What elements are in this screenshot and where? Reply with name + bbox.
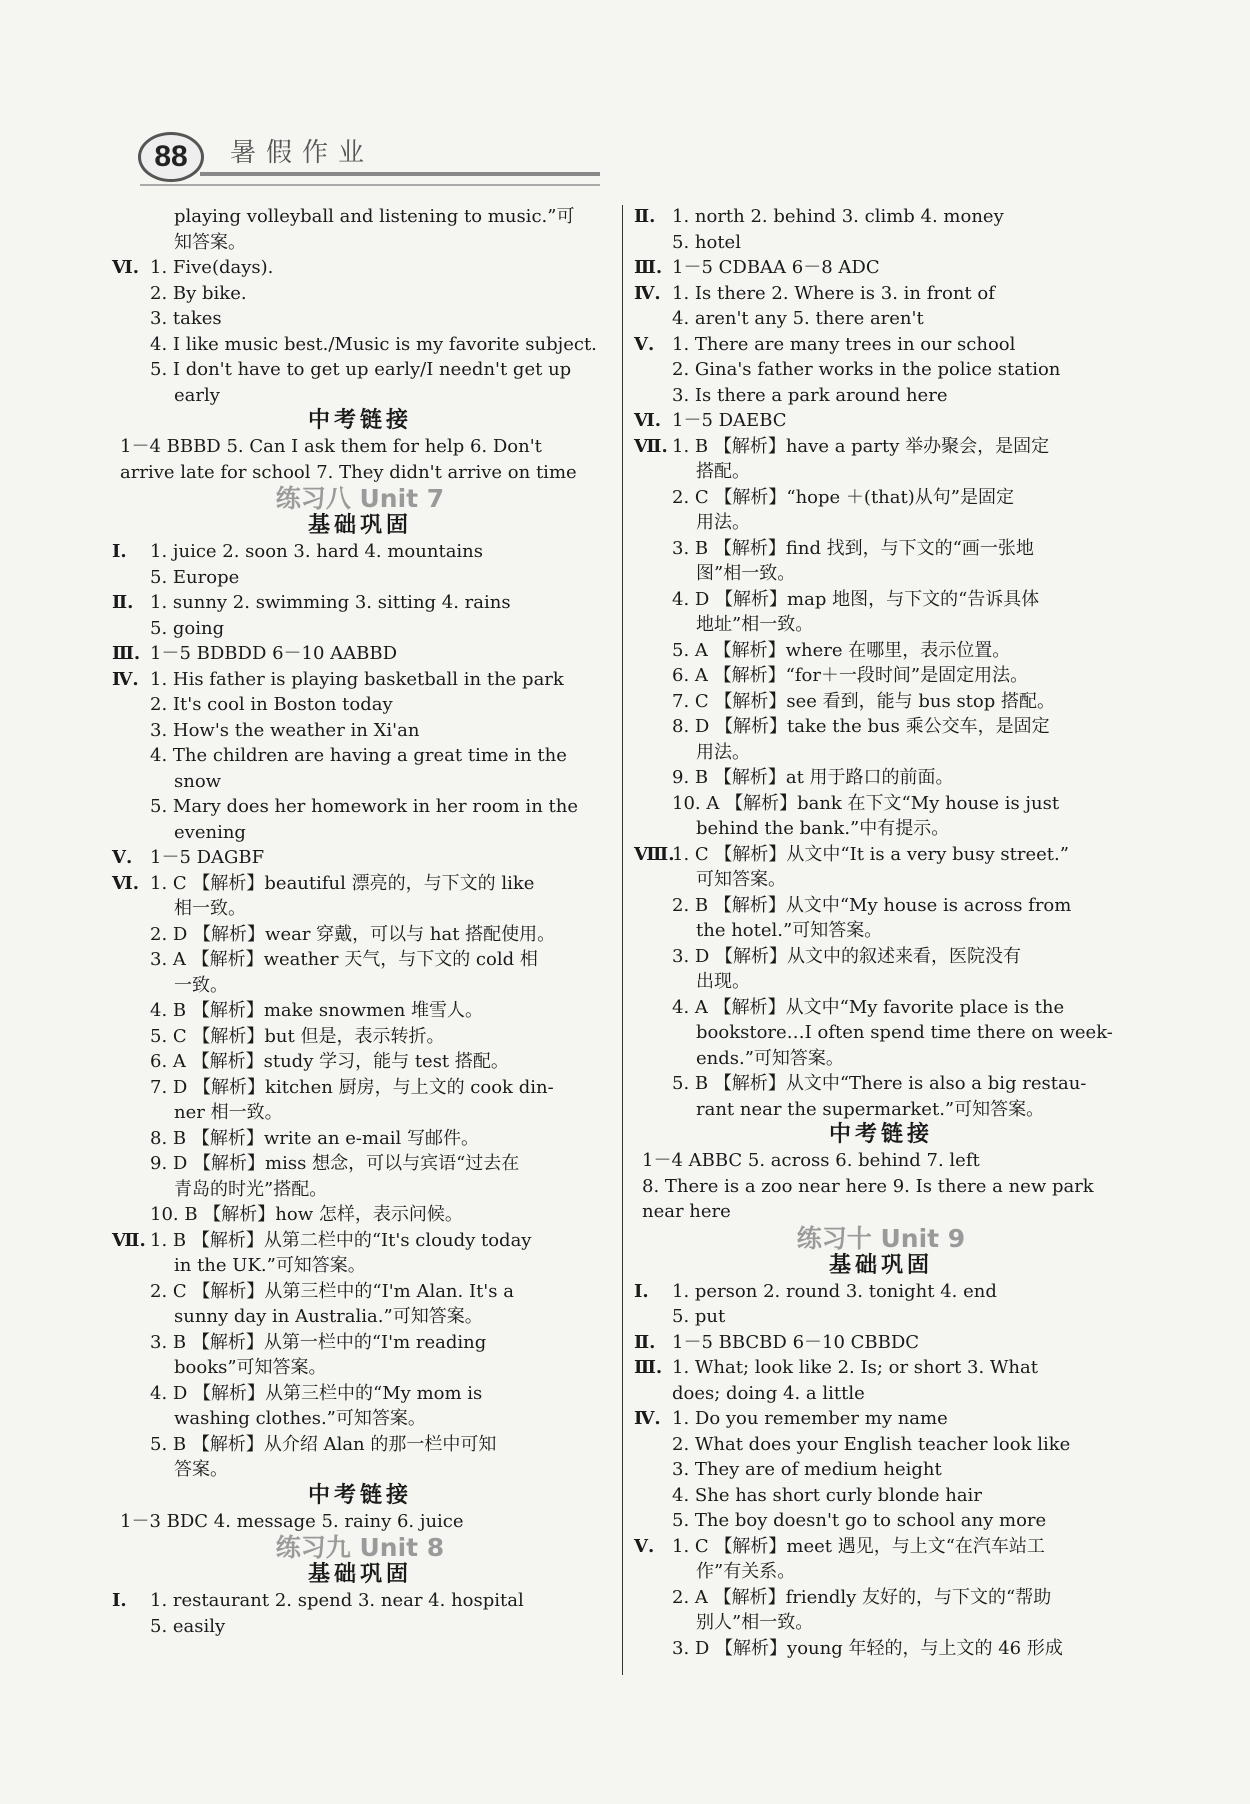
roman-numeral-marker: Ⅷ. [634, 843, 675, 865]
answer-text: 图”相一致。 [696, 563, 796, 584]
answer-text: 1－5 DAEBC [672, 410, 787, 431]
answer-text: 3. takes [150, 308, 222, 329]
answer-text: washing clothes.”可知答案。 [174, 1408, 426, 1429]
answer-line [112, 539, 600, 565]
answer-line [642, 663, 1120, 689]
roman-numeral-marker: Ⅳ. [112, 668, 139, 690]
answer-line [120, 1253, 600, 1279]
answer-text: the hotel.”可知答案。 [696, 920, 883, 941]
answer-text: 1－5 BDBDD 6－10 AABBD [150, 643, 398, 664]
answer-text: 5. I don't have to get up early/I needn't get up [150, 359, 572, 380]
answer-text: ner 相一致。 [174, 1102, 283, 1123]
roman-numeral-marker: Ⅰ. [634, 1280, 649, 1302]
answer-line [642, 1508, 1120, 1534]
answer-text: 相一致。 [174, 898, 246, 919]
answer-text: 5. The boy doesn't go to school any more [672, 1510, 1047, 1531]
answer-line [634, 842, 1120, 868]
answer-text: 1. Five(days). [150, 257, 274, 278]
answer-line [112, 845, 600, 871]
roman-numeral-marker: Ⅰ. [112, 541, 127, 562]
answer-text: 1. His father is playing basketball in the park [150, 668, 564, 690]
answer-line [120, 718, 600, 744]
answer-line [642, 1199, 1120, 1225]
answer-line [120, 1330, 600, 1356]
answer-text: 出现。 [696, 971, 750, 992]
answer-text: 4. A 【解析】从文中“My favorite place is the [672, 996, 1065, 1018]
answer-line [642, 740, 1120, 766]
roman-numeral-marker: Ⅲ. [634, 1357, 663, 1378]
answer-text: 3. B 【解析】从第一栏中的“I'm reading [150, 1331, 487, 1353]
answer-text: 8. B 【解析】write an e-mail 写邮件。 [150, 1127, 480, 1149]
answer-text: 2. C 【解析】“hope ＋(that)从句”是固定 [672, 486, 1014, 508]
answer-text: 2. By bike. [150, 282, 247, 304]
answer-line [112, 1588, 600, 1614]
answer-line [120, 230, 600, 256]
answer-line [120, 1304, 600, 1330]
answer-line [642, 1304, 1120, 1330]
answer-text: 4. I like music best./Music is my favorite subject. [150, 333, 597, 355]
answer-text: 作”有关系。 [696, 1561, 796, 1582]
answer-line [642, 918, 1120, 944]
answer-text: 5. C 【解析】but 但是，表示转折。 [150, 1025, 445, 1047]
answer-line [634, 408, 1120, 434]
answer-text: 1. B 【解析】have a party 举办聚会，是固定 [672, 435, 1050, 457]
answer-text: 2. D 【解析】wear 穿戴，可以与 hat 搭配使用。 [150, 923, 556, 945]
answer-text: 5. hotel [672, 231, 741, 253]
answer-line [642, 536, 1120, 562]
answer-line [120, 1202, 600, 1228]
answer-text: 5. B 【解析】从介绍 Alan 的那一栏中可知 [150, 1433, 497, 1455]
header-rule-secondary [140, 184, 600, 186]
answer-line [120, 947, 600, 973]
answer-text: 2. It's cool in Boston today [150, 694, 393, 715]
answer-text: 1. C 【解析】meet 遇见，与上文“在汽车站工 [672, 1535, 1045, 1557]
answer-text: 8. There is a zoo near here 9. Is there a new park [642, 1175, 1094, 1197]
answer-text: 2. Gina's father works in the police station [672, 359, 1061, 380]
answer-line [642, 765, 1120, 791]
answer-text: in the UK.”可知答案。 [174, 1255, 366, 1276]
unit-title: 练习八 Unit 7 [275, 484, 445, 513]
column-divider [622, 205, 623, 1675]
answer-line [120, 383, 600, 409]
answer-text: 搭配。 [696, 461, 750, 482]
answer-text: ends.”可知答案。 [696, 1047, 844, 1069]
answer-text: 1. Do you remember my name [672, 1408, 948, 1429]
roman-numeral-marker: Ⅰ. [112, 1590, 127, 1611]
answer-text: 2. B 【解析】从文中“My house is across from [672, 894, 1072, 916]
answer-line [642, 485, 1120, 511]
answer-line [642, 587, 1120, 613]
answer-text: 1－5 BBCBD 6－10 CBBDC [672, 1331, 920, 1353]
answer-text: 3. B 【解析】find 找到，与下文的“画一张地 [672, 537, 1034, 559]
answer-line [120, 204, 600, 230]
answer-line [120, 998, 600, 1024]
answer-line [634, 1355, 1120, 1381]
answer-line [634, 1279, 1120, 1305]
answer-text: 6. A 【解析】“for＋一段时间”是固定用法。 [672, 665, 1029, 686]
answer-text: books”可知答案。 [174, 1357, 327, 1378]
answer-line [642, 893, 1120, 919]
answer-line [642, 1636, 1120, 1662]
answer-text: 一致。 [174, 974, 228, 996]
answer-line [120, 460, 600, 486]
answer-text: behind the bank.”中有提示。 [696, 818, 950, 839]
answer-line [120, 1406, 600, 1432]
answer-text: 1－5 CDBAA 6－8 ADC [672, 257, 880, 278]
answer-text: 9. D 【解析】miss 想念，可以与宾语“过去在 [150, 1153, 520, 1174]
answer-line [642, 1559, 1120, 1585]
answer-text: 可知答案。 [696, 869, 786, 890]
answer-line [634, 434, 1120, 460]
right-column [634, 204, 1120, 1661]
answer-line [112, 667, 600, 693]
answer-line [642, 995, 1120, 1021]
answer-text: 2. What does your English teacher look like [672, 1433, 1071, 1455]
answer-line [642, 969, 1120, 995]
answer-text: near here [642, 1201, 731, 1222]
answer-text: evening [174, 821, 246, 843]
answer-line [642, 1148, 1120, 1174]
answer-text: 1. restaurant 2. spend 3. near 4. hospital [150, 1590, 524, 1611]
answer-line [120, 794, 600, 820]
answer-line [112, 641, 600, 667]
answer-line [120, 357, 600, 383]
answer-line [642, 510, 1120, 536]
answer-line [634, 1406, 1120, 1432]
answer-text: 1. juice 2. soon 3. hard 4. mountains [150, 541, 484, 562]
answer-text: 答案。 [174, 1459, 228, 1480]
answer-line [642, 561, 1120, 587]
answer-text: 1. sunny 2. swimming 3. sitting 4. rains [150, 592, 511, 613]
answer-text: playing volleyball and listening to music.”可 [174, 206, 575, 227]
answer-line [120, 1432, 600, 1458]
answer-line [120, 769, 600, 795]
section-heading: 中考链接 [307, 408, 412, 433]
answer-line [642, 383, 1120, 409]
answer-text: 5. B 【解析】从文中“There is also a big restau- [672, 1073, 1087, 1094]
answer-line [642, 816, 1120, 842]
answer-text: 1－3 BDC 4. message 5. rainy 6. juice [120, 1510, 464, 1532]
answer-text: 3. D 【解析】从文中的叙述来看，医院没有 [672, 945, 1022, 967]
answer-line [642, 1585, 1120, 1611]
answer-line [120, 1355, 600, 1381]
answer-text: 9. B 【解析】at 用于路口的前面。 [672, 767, 954, 788]
answer-line [642, 1071, 1120, 1097]
answer-line [120, 1381, 600, 1407]
answer-line [642, 230, 1120, 256]
answer-line [642, 1046, 1120, 1072]
answer-text: 1. Is there 2. Where is 3. in front of [672, 282, 995, 304]
answer-text: 知答案。 [174, 231, 246, 253]
answer-line [120, 565, 600, 591]
answer-line [112, 590, 600, 616]
answer-line [642, 867, 1120, 893]
roman-numeral-marker: Ⅴ. [634, 333, 655, 355]
answer-line [120, 1049, 600, 1075]
answer-text: 3. How's the weather in Xi'an [150, 719, 420, 741]
answer-line [642, 1432, 1120, 1458]
answer-line [120, 1126, 600, 1152]
answer-line [120, 1279, 600, 1305]
answer-line [642, 1610, 1120, 1636]
answer-text: snow [174, 770, 222, 792]
answer-text: 3. Is there a park around here [672, 384, 948, 406]
answer-line [112, 255, 600, 281]
answer-line [120, 692, 600, 718]
answer-line [120, 616, 600, 642]
answer-text: 2. A 【解析】friendly 友好的，与下文的“帮助 [672, 1586, 1052, 1608]
answer-line [120, 434, 600, 460]
answer-text: 用法。 [696, 741, 750, 763]
answer-line [120, 820, 600, 846]
answer-line [120, 743, 600, 769]
roman-numeral-marker: Ⅱ. [634, 206, 656, 227]
answer-line [120, 896, 600, 922]
answer-text: 1. person 2. round 3. tonight 4. end [672, 1280, 997, 1302]
answer-text: 1. C 【解析】从文中“It is a very busy street.” [672, 843, 1069, 865]
answer-line [120, 1614, 600, 1640]
answer-line [112, 1228, 600, 1254]
header-title: 暑假作业 [230, 138, 375, 168]
answer-line [112, 871, 600, 897]
answer-text: 5. Europe [150, 566, 240, 588]
roman-numeral-marker: Ⅵ. [112, 257, 139, 278]
answer-text: 3. A 【解析】weather 天气，与下文的 cold 相 [150, 949, 538, 970]
answer-text: rant near the supermarket.”可知答案。 [696, 1098, 1045, 1120]
answer-text: 2. C 【解析】从第三栏中的“I'm Alan. It's a [150, 1280, 514, 1302]
answer-line [642, 638, 1120, 664]
roman-numeral-marker: Ⅱ. [634, 1331, 656, 1353]
unit-title: 练习九 Unit 8 [275, 1533, 445, 1562]
section-heading: 中考链接 [307, 1482, 412, 1508]
page-number: 88 [138, 132, 204, 182]
answer-text: 4. aren't any 5. there aren't [672, 308, 924, 329]
answer-line [120, 1457, 600, 1483]
answer-text: early [174, 384, 220, 406]
answer-text: 5. Mary does her homework in her room in the [150, 796, 578, 817]
answer-line [120, 1151, 600, 1177]
section-heading: 基础巩固 [307, 513, 412, 538]
roman-numeral-marker: Ⅱ. [112, 592, 134, 613]
answer-text: 7. D 【解析】kitchen 厨房，与上文的 cook din- [150, 1076, 554, 1098]
answer-text: 4. D 【解析】map 地图，与下文的“告诉具体 [672, 588, 1040, 610]
answer-line [120, 1509, 600, 1535]
answer-line [642, 1457, 1120, 1483]
answer-text: bookstore…I often spend time there on week- [696, 1022, 1113, 1043]
answer-text: 青岛的时光”搭配。 [174, 1178, 328, 1200]
answer-text: 1－4 ABBC 5. across 6. behind 7. left [642, 1150, 980, 1171]
answer-line [642, 791, 1120, 817]
answer-line [642, 1174, 1120, 1200]
page-header [130, 128, 490, 198]
answer-line [634, 204, 1120, 230]
roman-numeral-marker: Ⅲ. [112, 643, 141, 664]
roman-numeral-marker: Ⅴ. [634, 1535, 655, 1557]
roman-numeral-marker: Ⅲ. [634, 257, 663, 278]
answer-text: 10. B 【解析】how 怎样，表示问候。 [150, 1204, 463, 1225]
roman-numeral-marker: Ⅴ. [112, 847, 133, 868]
answer-text: 4. The children are having a great time in the [150, 745, 567, 766]
answer-text: 3. D 【解析】young 年轻的，与上文的 46 形成 [672, 1637, 1063, 1659]
answer-line [120, 973, 600, 999]
answer-text: 5. easily [150, 1615, 226, 1637]
answer-line [642, 612, 1120, 638]
section-heading: 基础巩固 [828, 1252, 933, 1278]
answer-line [120, 332, 600, 358]
roman-numeral-marker: Ⅵ. [112, 872, 139, 894]
section-heading: 基础巩固 [307, 1562, 412, 1587]
answer-text: 1－5 DAGBF [150, 847, 265, 868]
answer-line [642, 1381, 1120, 1407]
answer-text: arrive late for school 7. They didn't arrive on time [120, 461, 577, 483]
answer-line [120, 281, 600, 307]
answer-line [120, 922, 600, 948]
answer-line [642, 459, 1120, 485]
answer-line [634, 281, 1120, 307]
answer-line [634, 332, 1120, 358]
answer-line [642, 1483, 1120, 1509]
answer-text: 4. D 【解析】从第三栏中的“My mom is [150, 1382, 483, 1404]
answer-text: 5. put [672, 1306, 726, 1327]
roman-numeral-marker: Ⅶ. [112, 1229, 146, 1251]
answer-text: 8. D 【解析】take the bus 乘公交车，是固定 [672, 716, 1050, 737]
answer-text: 4. She has short curly blonde hair [672, 1484, 982, 1506]
answer-line [642, 714, 1120, 740]
answer-line [634, 1330, 1120, 1356]
answer-text: 7. C 【解析】see 看到，能与 bus stop 搭配。 [672, 690, 1055, 712]
roman-numeral-marker: Ⅳ. [634, 1408, 661, 1429]
answer-text: 3. They are of medium height [672, 1459, 942, 1480]
answer-line [642, 1020, 1120, 1046]
answer-line [642, 689, 1120, 715]
answer-text: 1. There are many trees in our school [672, 333, 1016, 355]
answer-line [120, 1100, 600, 1126]
section-heading: 中考链接 [828, 1122, 933, 1147]
unit-title: 练习十 Unit 9 [796, 1223, 966, 1253]
answer-line [120, 1075, 600, 1101]
answer-text: 1. north 2. behind 3. climb 4. money [672, 206, 1004, 227]
answer-text: 6. A 【解析】study 学习，能与 test 搭配。 [150, 1051, 509, 1072]
answer-line [642, 1097, 1120, 1123]
answer-text: sunny day in Australia.”可知答案。 [174, 1306, 483, 1327]
answer-text: 地址”相一致。 [696, 614, 814, 635]
left-column [112, 204, 600, 1639]
answer-text: 5. going [150, 617, 225, 639]
answer-line [634, 255, 1120, 281]
answer-line [120, 1177, 600, 1203]
answer-text: 1. C 【解析】beautiful 漂亮的，与下文的 like [150, 872, 535, 894]
answer-text: 4. B 【解析】make snowmen 堆雪人。 [150, 1000, 484, 1021]
roman-numeral-marker: Ⅵ. [634, 410, 661, 431]
answer-line [642, 357, 1120, 383]
answer-line [120, 1024, 600, 1050]
answer-text: 别人”相一致。 [696, 1612, 814, 1633]
answer-text: 1－4 BBBD 5. Can I ask them for help 6. Don't [120, 436, 542, 457]
answer-text: 用法。 [696, 512, 750, 533]
answer-line [642, 306, 1120, 332]
roman-numeral-marker: Ⅳ. [634, 282, 661, 304]
answer-text: 5. A 【解析】where 在哪里，表示位置。 [672, 639, 1011, 661]
answer-text: 10. A 【解析】bank 在下文“My house is just [672, 792, 1060, 814]
answer-text: 1. B 【解析】从第二栏中的“It's cloudy today [150, 1229, 532, 1251]
roman-numeral-marker: Ⅶ. [634, 435, 668, 457]
answer-line [642, 944, 1120, 970]
answer-text: does; doing 4. a little [672, 1382, 865, 1404]
answer-text: 1. What; look like 2. Is; or short 3. What [672, 1357, 1038, 1378]
answer-line [634, 1534, 1120, 1560]
answer-line [120, 306, 600, 332]
header-rule [200, 172, 600, 176]
